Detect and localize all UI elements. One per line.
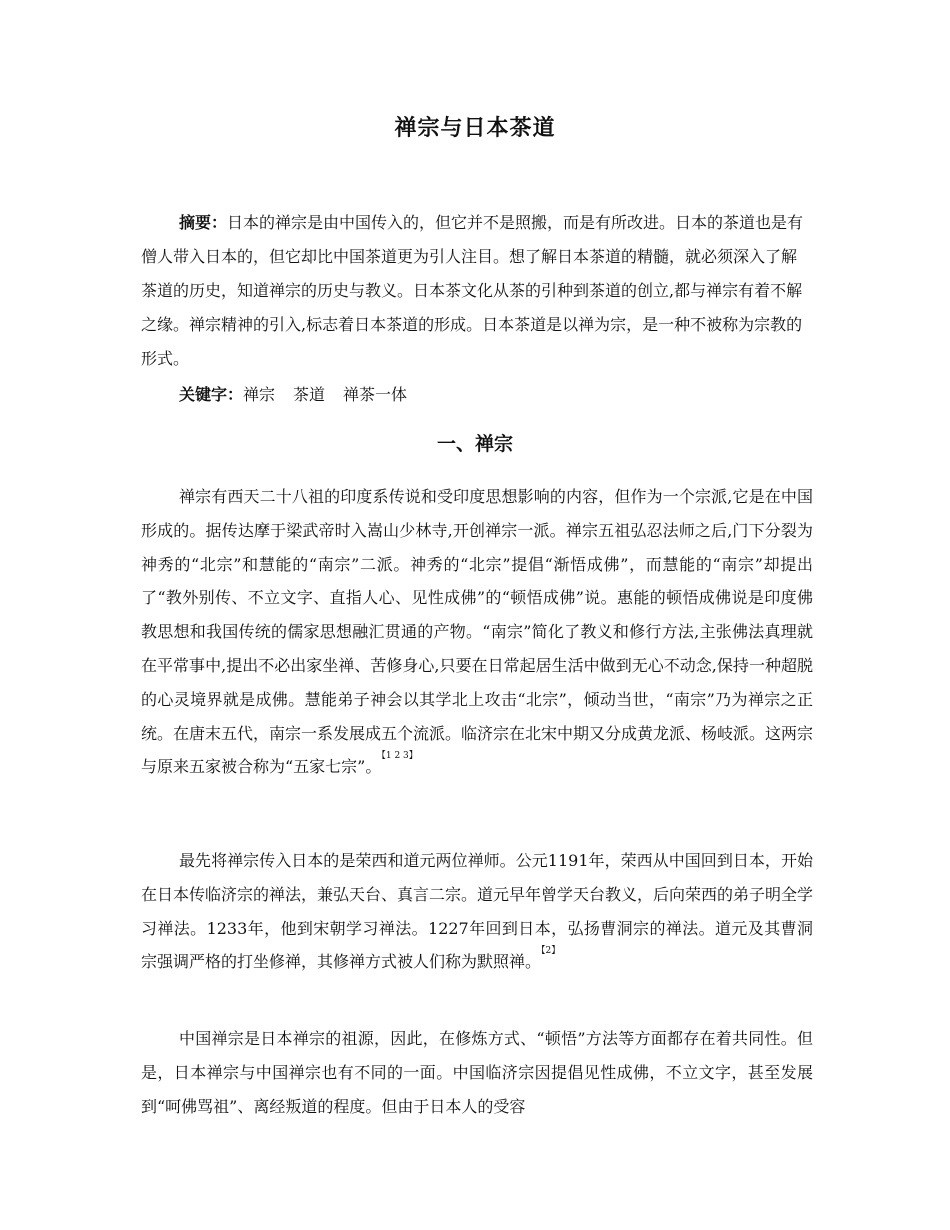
keywords [179, 378, 407, 412]
body-paragraph [141, 480, 813, 784]
paragraph-text: 中国禅宗是日本禅宗的祖源，因此，在修炼方式、“顿悟”方法等方面都存在着共同性。但是，日本禅宗与中国禅宗也有不同的一面。中国临济宗因提倡见性成佛，不立文字，甚至发展到“呵佛骂祖”、离经叛道的程度。但由于日本人的受容 [141, 1029, 813, 1116]
keywords-label: 关键字： [179, 385, 244, 404]
body-paragraph [141, 1022, 813, 1123]
body-paragraph [141, 844, 813, 979]
citation-marker: 【1 2 3】 [381, 751, 418, 762]
paragraph-text: 最先将禅宗传入日本的是荣西和道元两位禅师。公元1191年，荣西从中国回到日本，开始在日本传临济宗的禅法，兼弘天台、真言二宗。道元早年曾学天台教义，后向荣西的弟子明全学习禅法。1233年，他到宋朝学习禅法。1227年回到日本，弘扬曹洞宗的禅法。道元及其曹洞宗强调严格的打坐修禅，其修禅方式被人们称为默照禅。 [141, 851, 814, 972]
keyword-item: 茶道 [293, 385, 326, 404]
paragraph-text: 禅宗有西天二十八祖的印度系传说和受印度思想影响的内容，但作为一个宗派,它是在中国形成的。据传达摩于梁武帝时入嵩山少林寺,开创禅宗一派。禅宗五祖弘忍法师之后,门下分裂为神秀的“北宗”和慧能的“南宗”二派。神秀的“北宗”提倡“渐悟成佛”，而慧能的“南宗”却提出了“教外别传、不立文字、直指人心、见性成佛”的“顿悟成佛”说。惠能的顿悟成佛说是印度佛教思想和我国传统的儒家思想融汇贯通的产物。“南宗”简化了教义和修行方法,主张佛法真理就在平常事中,提出不必出家坐禅、苦修身心,只要在日常起居生活中做到无心不动念,保持一种超脱的心灵境界就是成佛。慧能弟子神会以其学北上攻击“北宗”，倾动当世，“南宗”乃为禅宗之正统。在唐末五代，南宗一系发展成五个流派。临济宗在北宋中期又分成黄龙派、杨岐派。这两宗与原来五家被合称为“五家七宗”。 [141, 487, 814, 777]
section-heading: 一、禅宗 [436, 433, 513, 455]
abstract [141, 206, 811, 376]
keyword-item: 禅茶一体 [343, 385, 408, 404]
abstract-text: 日本的禅宗是由中国传入的，但它并不是照搬，而是有所改进。日本的茶道也是有僧人带入日本的，但它却比中国茶道更为引人注目。想了解日本茶道的精髓，就必须深入了解茶道的历史，知道禅宗的历史与教义。日本茶文化从茶的引种到茶道的创立,都与禅宗有着不解之缘。禅宗精神的引入,标志着日本茶道的形成。日本茶道是以禅为宗，是一种不被称为宗教的形式。 [141, 213, 804, 368]
keyword-item: 禅宗 [243, 385, 276, 404]
citation-marker: 【2】 [541, 946, 561, 957]
abstract-label: 摘要： [179, 213, 228, 232]
page-title: 禅宗与日本茶道 [394, 116, 556, 141]
